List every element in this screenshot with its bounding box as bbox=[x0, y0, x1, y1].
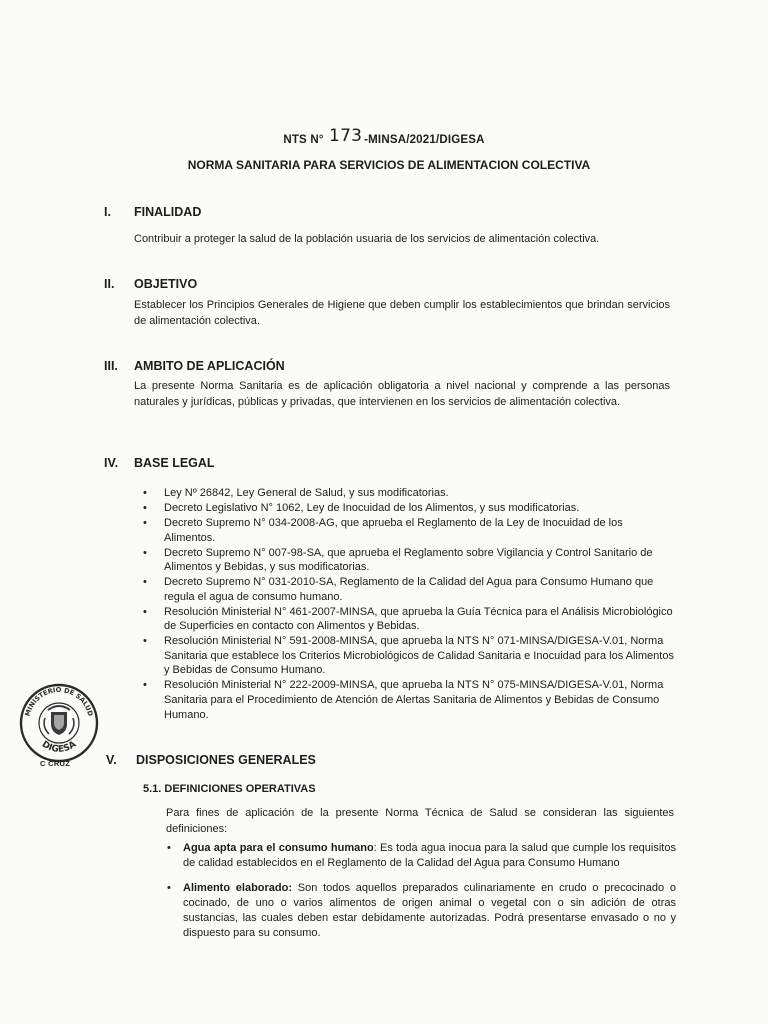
list-item-text: Decreto Supremo N° 007-98-SA, que aprueba el Reglamento sobre Vigilancia y Control Sanitario de Alimentos y Bebidas, y sus modificatorias. bbox=[164, 546, 653, 574]
section-number: IV. bbox=[104, 456, 119, 470]
section-text-objetivo: Establecer los Principios Generales de Higiene que deben cumplir los establecimientos que brindan servicios de alimentación colectiva. bbox=[134, 299, 670, 327]
list-item bbox=[134, 605, 674, 634]
seal-caption: C CRUZ bbox=[40, 759, 71, 768]
section-title: BASE LEGAL bbox=[134, 456, 215, 470]
bullet-icon: • bbox=[167, 881, 171, 894]
list-item bbox=[134, 546, 674, 575]
section-text-finalidad: Contribuir a proteger la salud de la población usuaria de los servicios de alimentación colectiva. bbox=[134, 233, 600, 245]
definition-text: Son todos aquellos preparados culinariamente en crudo o precocinado o cocinado, de uno o varios alimentos de origen animal o vegetal con o sin adición de otras sustancias, las cuales deben estar debidamente autorizadas. Podrá presentarse envasado o no y dispuesto para su consumo. bbox=[183, 881, 677, 940]
code-suffix: -MINSA/2021/DIGESA bbox=[364, 134, 485, 146]
bullet-icon: • bbox=[167, 842, 171, 854]
bullet-icon: • bbox=[143, 546, 147, 559]
list-item-text: Resolución Ministerial N° 591-2008-MINSA, que aprueba la NTS N° 071-MINSA/DIGESA-V.01, Norma Sanitaria que establece los Criterios Microbiológicos de Calidad Sanitaria e Inocuidad para los Alimentos y Bebidas de Consumo Humano. bbox=[164, 635, 674, 677]
section-title: DISPOSICIONES GENERALES bbox=[136, 753, 316, 767]
bullet-icon: • bbox=[143, 501, 147, 514]
list-item bbox=[134, 575, 674, 604]
list-item bbox=[134, 501, 674, 516]
bullet-icon: • bbox=[143, 635, 147, 648]
definition-term: Agua apta para el consumo humano bbox=[183, 842, 374, 854]
list-item-text: Resolución Ministerial N° 461-2007-MINSA, que aprueba la Guía Técnica para el Análisis Microbiológico de Superficies en contacto con Alimentos y Bebidas. bbox=[164, 605, 673, 633]
definition-item bbox=[164, 841, 676, 872]
list-item-text: Decreto Supremo N° 031-2010-SA, Reglamento de la Calidad del Agua para Consumo Humano que regula el agua de consumo humano. bbox=[164, 576, 654, 603]
list-item bbox=[134, 516, 674, 545]
seal-ring-bottom-text: DIGESA bbox=[39, 739, 79, 755]
code-number-handwritten: 173 bbox=[329, 126, 363, 146]
section-text-ambito: La presente Norma Sanitaria es de aplicación obligatoria a nivel nacional y comprende a las personas naturales y jurídicas, públicas y privadas, que intervienen en los servicios de alimentación colectiva. bbox=[134, 380, 670, 408]
definition-item bbox=[164, 881, 676, 942]
section-number: III. bbox=[104, 359, 118, 373]
section-number: II. bbox=[104, 277, 115, 291]
list-item-text: Decreto Legislativo N° 1062, Ley de Inocuidad de los Alimentos, y sus modificatorias. bbox=[164, 501, 580, 514]
section-number: V. bbox=[106, 753, 117, 767]
svg-text:DIGESA bbox=[40, 740, 78, 755]
bullet-icon: • bbox=[143, 576, 147, 589]
definition-term: Alimento elaborado: bbox=[183, 881, 293, 894]
subsection-heading: 5.1. DEFINICIONES OPERATIVAS bbox=[143, 783, 316, 795]
seal-ring-top-text: MINISTERIO DE SALUD bbox=[23, 685, 95, 718]
definitions-list bbox=[164, 841, 676, 951]
base-legal-list bbox=[134, 486, 674, 723]
list-item-text: Resolución Ministerial N° 222-2009-MINSA, que aprueba la NTS N° 075-MINSA/DIGESA-V.01, Norma Sanitaria para el Procedimiento de Atención de Alertas Sanitaria de Alimentos y Bebidas de Consumo Humano. bbox=[164, 679, 664, 721]
code-prefix: NTS N° bbox=[283, 134, 324, 146]
list-item bbox=[134, 634, 674, 678]
bullet-icon: • bbox=[143, 605, 147, 618]
section-title: AMBITO DE APLICACIÓN bbox=[134, 359, 285, 373]
definitions-intro: Para fines de aplicación de la presente Norma Técnica de Salud se consideran las siguientes definiciones: bbox=[166, 807, 674, 835]
list-item bbox=[134, 678, 674, 722]
bullet-icon: • bbox=[143, 487, 147, 499]
list-item-text: Decreto Supremo N° 034-2008-AG, que aprueba el Reglamento de la Ley de Inocuidad de los Alimentos. bbox=[164, 516, 623, 544]
document-title: NORMA SANITARIA PARA SERVICIOS DE ALIMENTACION COLECTIVA bbox=[187, 158, 591, 172]
definition-text: : Es toda agua inocua para la salud que cumple los requisitos de calidad establecidos en el Reglamento de la Calidad del Agua para Consumo Humano bbox=[183, 842, 676, 870]
section-number: I. bbox=[104, 205, 111, 219]
bullet-icon: • bbox=[143, 679, 147, 692]
list-item bbox=[134, 486, 674, 501]
section-title: OBJETIVO bbox=[134, 277, 198, 291]
bullet-icon: • bbox=[143, 516, 147, 529]
section-title: FINALIDAD bbox=[134, 205, 202, 219]
document-code bbox=[0, 128, 768, 148]
list-item-text: Ley Nº 26842, Ley General de Salud, y sus modificatorias. bbox=[164, 487, 449, 499]
